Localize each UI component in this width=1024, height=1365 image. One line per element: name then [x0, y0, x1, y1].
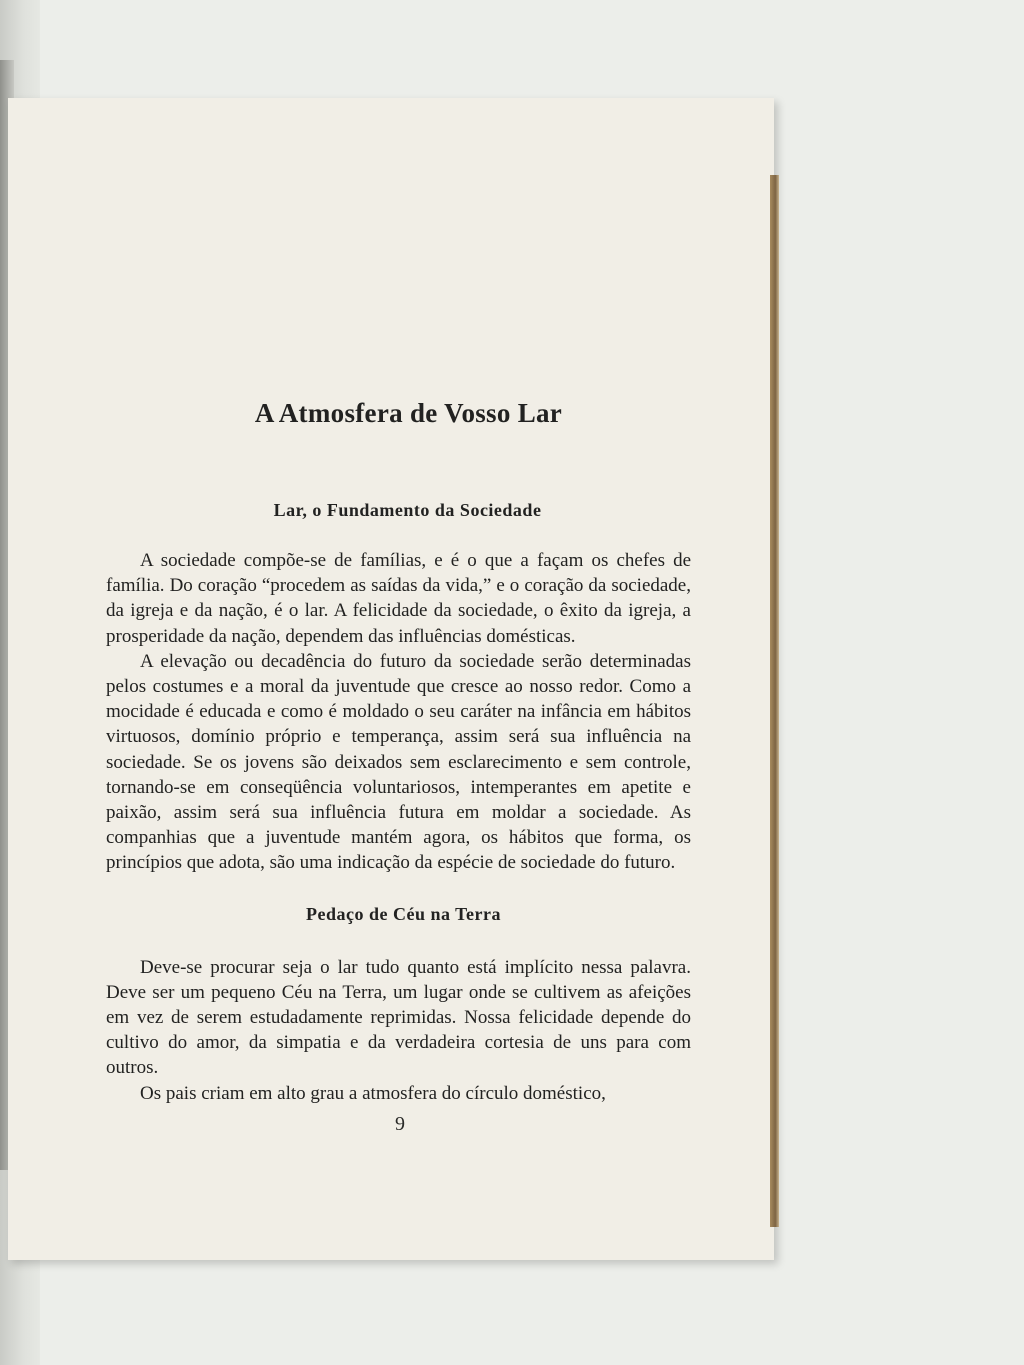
section-2-body [106, 955, 691, 1106]
paragraph: A elevação ou decadência do futuro da sociedade serão determinadas pelos costumes e a moral da juventude que cresce ao nosso redor. Como a mocidade é educada e como é moldado o seu caráter na infância em hábitos virtuosos, domínio próprio e temperança, assim será sua influência na sociedade. Se os jovens são deixados sem esclarecimento e sem controle, tornando-se em conseqüência voluntariosos, intemperantes em apetite e paixão, assim será sua influência futura em moldar a sociedade. As companhias que a juventude mantém agora, os hábitos que forma, os princípios que adota, são uma indicação da espécie de sociedade do futuro. [106, 650, 691, 874]
page-content [106, 398, 691, 1106]
page-block-edge [770, 175, 779, 1227]
book-page [8, 98, 774, 1260]
chapter-title: A Atmosfera de Vosso Lar [254, 398, 563, 428]
paragraph: Deve-se procurar seja o lar tudo quanto está implícito nessa palavra. Deve ser um pequeno Céu na Terra, um lugar onde se cultivem as afeições em vez de serem estudadamente reprimidas. Nossa felicidade depende do cultivo do amor, da simpatia e da verdadeira cortesia de uns para com outros. [106, 956, 691, 1079]
page-number: 9 [395, 1113, 405, 1135]
paragraph: A sociedade compõe-se de famílias, e é o que a façam os chefes de família. Do coração “procedem as saídas da vida,” e o coração da sociedade, da igreja e da nação, é o lar. A felicidade da sociedade, o êxito da igreja, a prosperidade da nação, dependem das influências domésticas. [106, 550, 691, 647]
paragraph: Os pais criam em alto grau a atmosfera do círculo doméstico, [140, 1082, 606, 1104]
section-title-2: Pedaço de Céu na Terra [306, 903, 501, 924]
section-title-1: Lar, o Fundamento da Sociedade [273, 500, 542, 520]
section-1-body [106, 548, 691, 876]
